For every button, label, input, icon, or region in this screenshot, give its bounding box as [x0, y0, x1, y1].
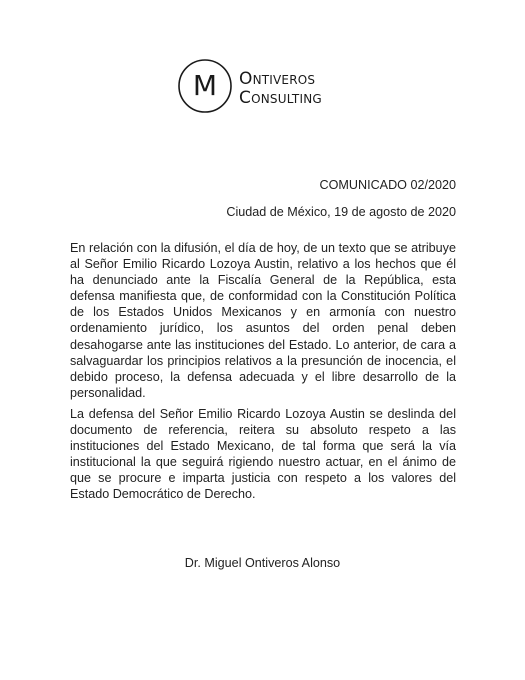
company-logo	[177, 58, 352, 118]
signature-name: Dr. Miguel Ontiveros Alonso	[184, 556, 341, 570]
place-and-date: Ciudad de México, 19 de agosto de 2020	[226, 205, 456, 219]
communique-number: COMUNICADO 02/2020	[319, 178, 456, 192]
logo-word-line2: Consulting	[239, 88, 322, 108]
logo-word-line1: Ontiveros	[239, 69, 316, 89]
body-paragraph-1: En relación con la difusión, el día de hoy, de un texto que se atribuye al Señor Emilio Ricardo Lozoya Austin, relativo a los hechos que él ha denunciado ante la Fiscalía General de la República, esta defensa manifiesta que, de conformidad con la Constitución Política de los Estados Unidos Mexicanos y en armonía con nuestro ordenamiento jurídico, los asuntos del orden penal deben desahogarse ante las instituciones del Estado. Lo anterior, de cara a salvaguardar los principios relativos a la presunción de inocencia, el debido proceso, la defensa adecuada y el libre desarrollo de la personalidad.	[70, 241, 456, 400]
logo-monogram: M	[192, 69, 218, 102]
body-paragraph-2: La defensa del Señor Emilio Ricardo Lozoya Austin se deslinda del documento de referencia, reitera su absoluto respeto a las instituciones del Estado Mexicano, de tal forma que será la vía institucional la que seguirá rigiendo nuestro actuar, en el ánimo de que se procure e imparta justicia con respeto a los valores del Estado Democrático de Derecho.	[70, 407, 456, 502]
logo-wordmark	[239, 70, 322, 108]
monogram-logo-icon	[177, 58, 233, 114]
